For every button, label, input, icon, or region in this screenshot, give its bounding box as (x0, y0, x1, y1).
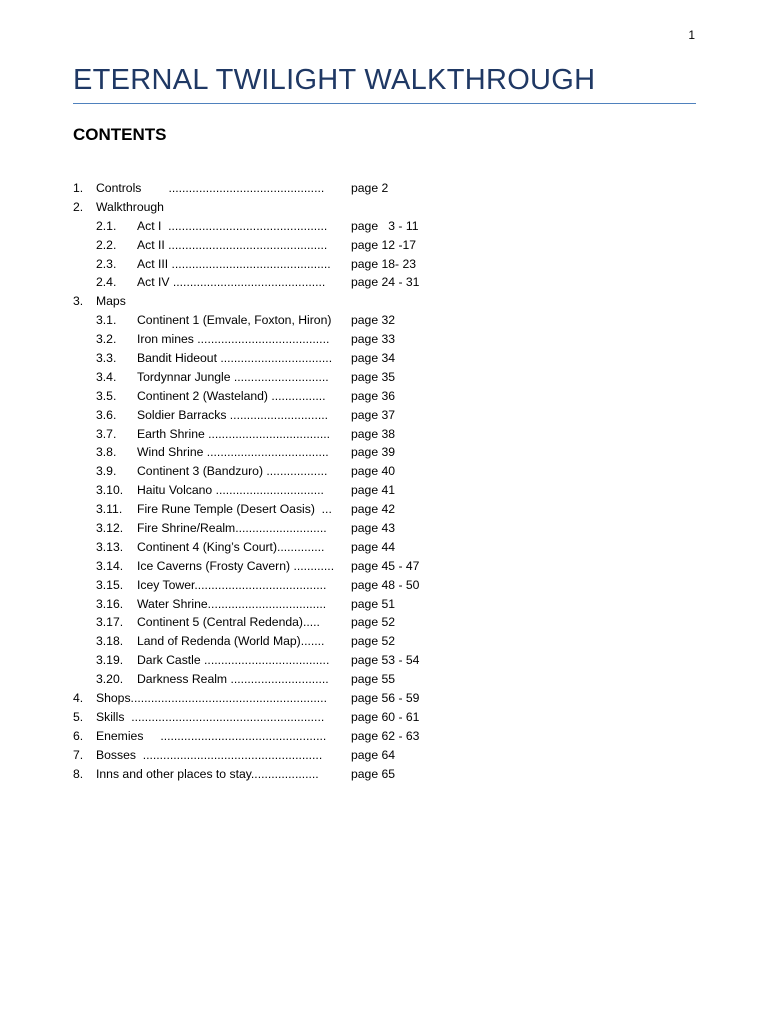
toc-subentry[interactable] (73, 330, 533, 349)
contents-heading: CONTENTS (73, 125, 167, 144)
toc-entry-page: page 60 - 61 (351, 709, 420, 724)
toc-entry[interactable] (73, 292, 533, 311)
toc-subentry[interactable] (73, 368, 533, 387)
toc-entry-number: 2.1. (96, 218, 117, 233)
toc-entry-label: Continent 2 (Wasteland) ................ (137, 388, 326, 403)
toc-entry-label: Earth Shrine .................................... (137, 426, 331, 441)
toc-entry-number: 3.7. (96, 426, 117, 441)
toc-entry-page: page 65 (351, 766, 396, 781)
toc-entry-number: 2. (73, 199, 84, 214)
toc-entry-number: 6. (73, 728, 84, 743)
toc-subentry[interactable] (73, 481, 533, 500)
toc-entry-number: 3.14. (96, 558, 124, 573)
document-title: ETERNAL TWILIGHT WALKTHROUGH (73, 64, 596, 96)
toc-entry-page: page 32 (351, 313, 396, 328)
toc-entry-page: page 37 (351, 407, 396, 422)
toc-subentry[interactable] (73, 613, 533, 632)
toc-entry-label: Fire Shrine/Realm........................... (137, 521, 327, 536)
toc-entry-label: Continent 3 (Bandzuro) .................. (137, 464, 328, 479)
toc-entry-number: 2.3. (96, 256, 117, 271)
toc-entry-number: 3.13. (96, 539, 124, 554)
toc-entry-page: page 51 (351, 596, 396, 611)
toc-entry-label: Controls .............................................. (96, 181, 325, 195)
toc-entry-label: Bosses ..................................................... (96, 747, 323, 762)
toc-subentry[interactable] (73, 557, 533, 576)
toc-entry-number: 3.5. (96, 388, 117, 403)
toc-entry-number: 3.17. (96, 615, 124, 630)
toc-entry-page: page 55 (351, 672, 396, 687)
page-number: 1 (688, 28, 695, 42)
toc-entry-label: Darkness Realm ............................. (137, 672, 329, 687)
toc-entry-label: Continent 1 (Emvale, Foxton, Hiron) (137, 313, 332, 328)
toc-entry-page: page 35 (351, 369, 396, 384)
toc-entry-number: 3.4. (96, 369, 117, 384)
toc-entry-label: Water Shrine................................... (137, 596, 327, 611)
toc-subentry[interactable] (73, 538, 533, 557)
toc-subentry[interactable] (73, 651, 533, 670)
toc-entry-label: Tordynnar Jungle ............................ (137, 369, 329, 384)
toc-entry-label: Ice Caverns (Frosty Cavern) ............ (137, 558, 335, 573)
toc-subentry[interactable] (73, 462, 533, 481)
toc-entry-page: page 12 -17 (351, 237, 417, 252)
toc-entry-page: page 43 (351, 521, 396, 536)
toc-entry[interactable] (73, 198, 533, 217)
toc-entry-label: Act I ............................................... (137, 218, 328, 233)
toc-entry-label: Fire Rune Temple (Desert Oasis) ... (137, 502, 332, 517)
toc-entry-page: page 24 - 31 (351, 275, 420, 290)
toc-subentry[interactable] (73, 576, 533, 595)
toc-entry-page: page 44 (351, 539, 396, 554)
toc-entry-number: 3.18. (96, 634, 124, 649)
toc-entry-number: 2.2. (96, 237, 117, 252)
toc-entry-label: Act II ............................................... (137, 237, 328, 252)
toc-entry-label: Shops.......................................................... (96, 691, 327, 706)
table-of-contents (73, 179, 533, 784)
toc-entry-page: page 2 (351, 181, 389, 195)
toc-entry-page: page 33 (351, 332, 396, 347)
toc-subentry[interactable] (73, 425, 533, 444)
toc-entry-page: page 40 (351, 464, 396, 479)
toc-subentry[interactable] (73, 349, 533, 368)
toc-entry-number: 3.20. (96, 672, 124, 687)
toc-entry-label: Inns and other places to stay.................... (96, 766, 319, 781)
toc-entry-number: 3.2. (96, 332, 117, 347)
toc-entry-number: 3.19. (96, 653, 124, 668)
toc-subentry[interactable] (73, 255, 533, 274)
toc-entry[interactable] (73, 689, 533, 708)
toc-entry-label: Bandit Hideout ................................. (137, 351, 333, 366)
title-underline-rule (73, 103, 696, 104)
toc-entry-number: 2.4. (96, 275, 117, 290)
toc-entry[interactable] (73, 727, 533, 746)
toc-subentry[interactable] (73, 519, 533, 538)
toc-entry-page: page 38 (351, 426, 396, 441)
toc-entry-page: page 3 - 11 (351, 218, 419, 233)
toc-entry-label: Enemies ................................................. (96, 728, 327, 743)
toc-entry-number: 3.15. (96, 577, 124, 592)
toc-entry-number: 3. (73, 294, 84, 309)
toc-entry-label: Skills ......................................................... (96, 709, 325, 724)
toc-entry-number: 3.8. (96, 445, 117, 460)
toc-entry-label: Wind Shrine .................................... (137, 445, 329, 460)
toc-entry[interactable] (73, 179, 533, 198)
toc-entry-number: 3.10. (96, 483, 124, 498)
toc-entry-label: Maps (96, 294, 126, 309)
toc-entry[interactable] (73, 708, 533, 727)
toc-subentry[interactable] (73, 387, 533, 406)
toc-entry-page: page 18- 23 (351, 256, 417, 271)
toc-entry-label: Continent 4 (King’s Court).............. (137, 539, 325, 554)
toc-entry-page: page 36 (351, 388, 396, 403)
toc-entry-number: 3.6. (96, 407, 117, 422)
toc-entry-page: page 64 (351, 747, 396, 762)
toc-entry-label: Act III ............................................... (137, 256, 331, 271)
toc-entry-number: 7. (73, 747, 84, 762)
toc-entry-page: page 34 (351, 351, 396, 366)
toc-subentry[interactable] (73, 236, 533, 255)
toc-entry-page: page 41 (351, 483, 396, 498)
toc-entry-page: page 48 - 50 (351, 577, 420, 592)
toc-entry-label: Iron mines ....................................... (137, 332, 330, 347)
toc-entry-label: Act IV ............................................. (137, 275, 326, 290)
toc-subentry[interactable] (73, 273, 533, 292)
toc-entry-label: Haitu Volcano ................................ (137, 483, 324, 498)
toc-entry-page: page 39 (351, 445, 396, 460)
toc-entry-page: page 62 - 63 (351, 728, 420, 743)
toc-entry-number: 3.9. (96, 464, 117, 479)
toc-entry-label: Dark Castle ..................................... (137, 653, 330, 668)
toc-entry-label: Icey Tower....................................... (137, 577, 327, 592)
toc-subentry[interactable] (73, 500, 533, 519)
toc-entry-label: Continent 5 (Central Redenda)..... (137, 615, 320, 630)
toc-entry-number: 3.16. (96, 596, 124, 611)
toc-entry[interactable] (73, 765, 533, 784)
toc-entry[interactable] (73, 746, 533, 765)
toc-subentry[interactable] (73, 632, 533, 651)
toc-subentry[interactable] (73, 595, 533, 614)
toc-entry-number: 1. (73, 181, 84, 195)
toc-subentry[interactable] (73, 406, 533, 425)
toc-subentry[interactable] (73, 311, 533, 330)
toc-entry-number: 8. (73, 766, 84, 781)
toc-subentry[interactable] (73, 670, 533, 689)
toc-entry-number: 3.11. (96, 502, 123, 517)
toc-entry-page: page 52 (351, 615, 396, 630)
toc-entry-label: Soldier Barracks ............................. (137, 407, 328, 422)
toc-entry-number: 3.1. (96, 313, 117, 328)
toc-entry-page: page 45 - 47 (351, 558, 420, 573)
toc-entry-number: 3.3. (96, 351, 117, 366)
toc-subentry[interactable] (73, 217, 533, 236)
toc-entry-label: Walkthrough (96, 199, 164, 214)
toc-entry-page: page 52 (351, 634, 396, 649)
toc-entry-number: 5. (73, 709, 84, 724)
toc-entry-page: page 53 - 54 (351, 653, 420, 668)
toc-subentry[interactable] (73, 443, 533, 462)
toc-entry-page: page 42 (351, 502, 396, 517)
toc-entry-number: 4. (73, 691, 84, 706)
toc-entry-number: 3.12. (96, 521, 124, 536)
toc-entry-label: Land of Redenda (World Map)....... (137, 634, 325, 649)
toc-entry-page: page 56 - 59 (351, 691, 420, 706)
